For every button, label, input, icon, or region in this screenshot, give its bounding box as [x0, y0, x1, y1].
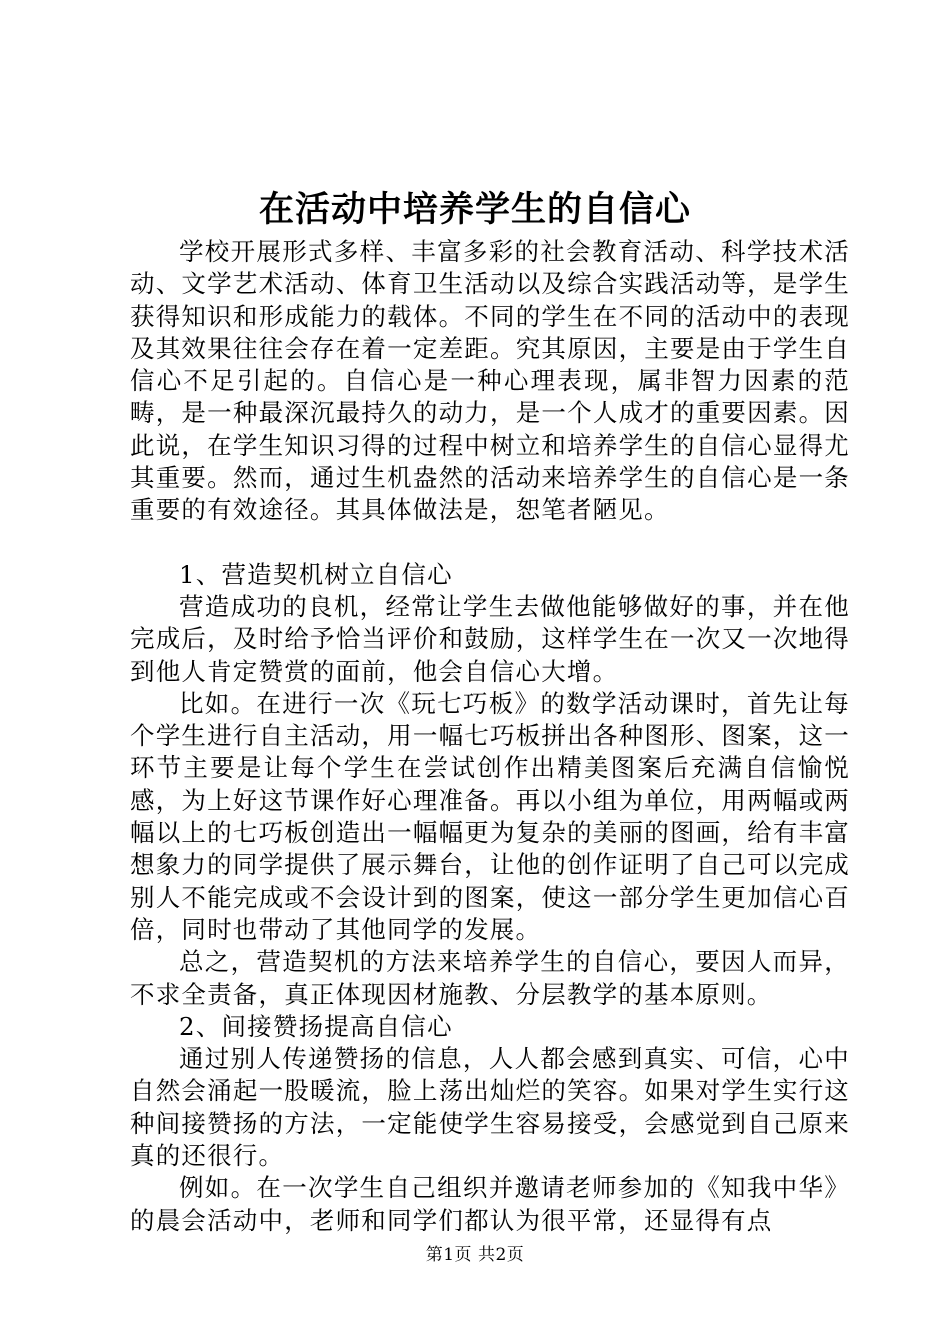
document-body: [130, 236, 850, 1237]
paragraph-section1-summary: 总之，营造契机的方法来培养学生的自信心，要因人而异，不求全责备，真正体现因材施教、分层教学的基本原则。: [130, 947, 850, 1009]
paragraph-intro: 学校开展形式多样、丰富多彩的社会教育活动、科学技术活动、文学艺术活动、体育卫生活动以及综合实践活动等，是学生获得知识和形成能力的载体。不同的学生在不同的活动中的表现及其效果往往会存在着一定差距。究其原因，主要是由于学生自信心不足引起的。自信心是一种心理表现，属非智力因素的范畴，是一种最深沉最持久的动力，是一个人成才的重要因素。因此说，在学生知识习得的过程中树立和培养学生的自信心显得尤其重要。然而，通过生机盎然的活动来培养学生的自信心是一条重要的有效途径。其具体做法是，恕笔者陋见。: [130, 237, 850, 525]
paragraph-section2-body: 通过别人传递赞扬的信息，人人都会感到真实、可信，心中自然会涌起一股暖流，脸上荡出灿烂的笑容。如果对学生实行这种间接赞扬的方法，一定能使学生容易接受，会感觉到自己原来真的还很行。: [130, 1044, 850, 1171]
section-heading-2: 2、间接赞扬提高自信心: [179, 1011, 453, 1041]
paragraph-section1-example: 比如。在进行一次《玩七巧板》的数学活动课时，首先让每个学生进行自主活动，用一幅七巧板拼出各种图形、图案，这一环节主要是让每个学生在尝试创作出精美图案后充满自信愉悦感，为上好这节课作好心理准备。再以小组为单位，用两幅或两幅以上的七巧板创造出一幅幅更为复杂的美丽的图画，给有丰富想象力的同学提供了展示舞台，让他的创作证明了自己可以完成别人不能完成或不会设计到的图案，使这一部分学生更加信心百倍，同时也带动了其他同学的发展。: [130, 688, 850, 944]
section-heading-1: 1、营造契机树立自信心: [179, 559, 453, 589]
paragraph-section2-example: 例如。在一次学生自己组织并邀请老师参加的《知我中华》的晨会活动中，老师和同学们都认为很平常，还显得有点: [130, 1173, 850, 1235]
page-footer: 第1页 共2页: [425, 1245, 525, 1265]
paragraph-section1-body: 营造成功的良机，经常让学生去做他能够做好的事，并在他完成后，及时给予恰当评价和鼓励，这样学生在一次又一次地得到他人肯定赞赏的面前，他会自信心大增。: [130, 591, 850, 686]
document-title: 在活动中培养学生的自信心: [258, 189, 691, 230]
